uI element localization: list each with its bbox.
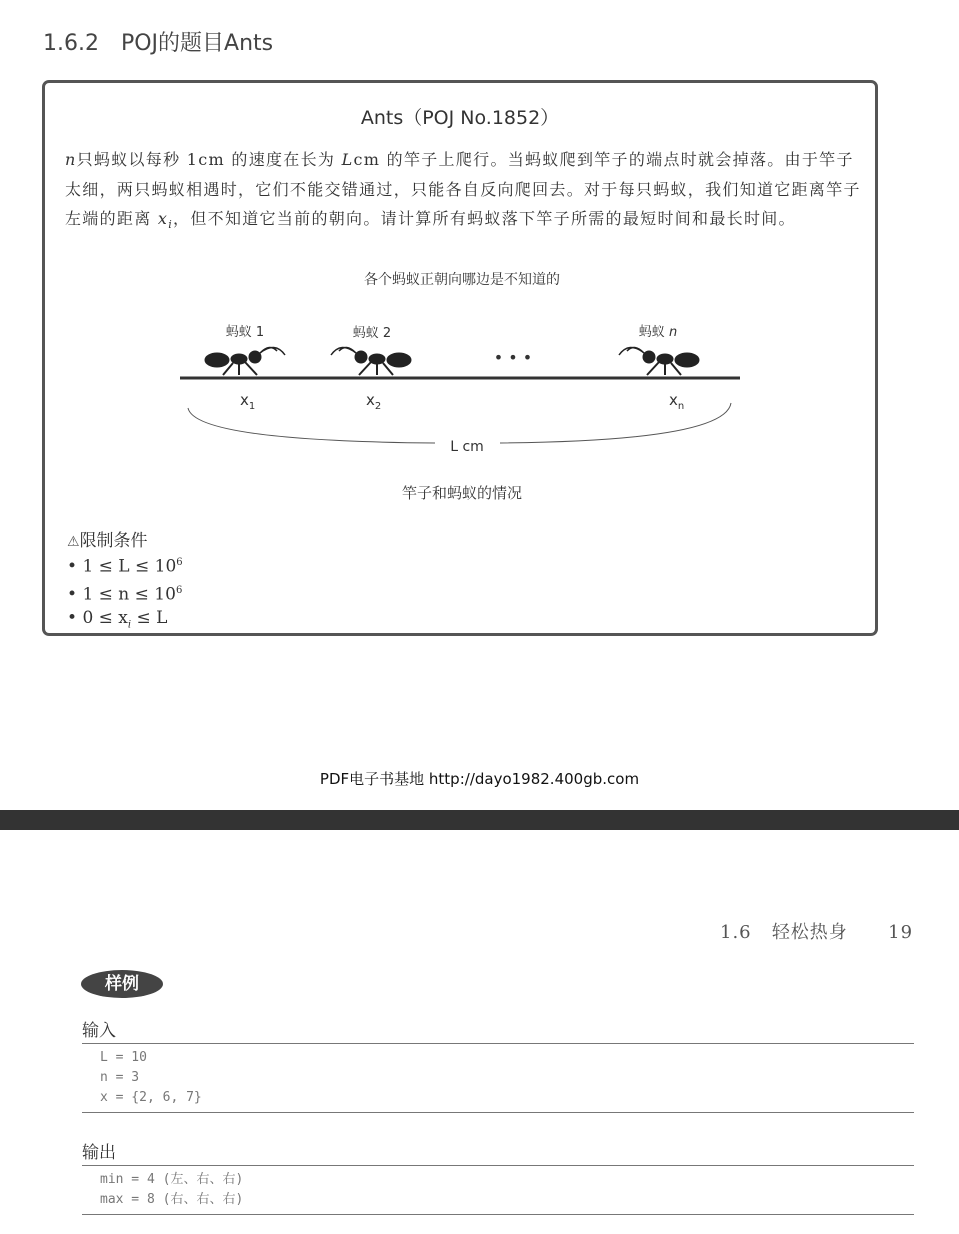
section-number: 1.6 — [720, 922, 752, 943]
code-line: max = 8 (右、右、右) — [100, 1192, 244, 1207]
problem-title: Ants（POJ No.1852） — [360, 107, 560, 129]
x: x — [366, 391, 375, 409]
code-line: L = 10 — [100, 1050, 147, 1065]
ant2-label: 蚂蚁 2 — [352, 326, 392, 341]
sup: 6 — [175, 584, 183, 596]
xn-label — [669, 391, 684, 412]
divider — [82, 1165, 914, 1166]
sample-badge: 样例 — [81, 970, 163, 998]
sup: 6 — [176, 557, 183, 568]
code-line: x = {2, 6, 7} — [100, 1090, 202, 1105]
text: ，但不知道它当前的朝向。请计算所有蚂蚁落下竿子所需的最短时间和最长时间。 — [173, 209, 796, 228]
output-code — [100, 1170, 243, 1210]
x2-label — [366, 391, 381, 412]
divider — [82, 1214, 914, 1215]
diagram-top-caption: 各个蚂蚁正朝向哪边是不知道的 — [364, 272, 560, 288]
heading-text: 限制条件 — [79, 531, 148, 551]
constraint-item: • $1 \le L \le 10^6$ — [67, 556, 183, 577]
input-code — [100, 1048, 202, 1108]
constraints-heading — [67, 526, 183, 551]
text: 1 ≤ n ≤ 10 — [82, 584, 176, 605]
page-number: 19 — [888, 922, 914, 943]
length-label: L cm — [450, 439, 484, 455]
ant1-label: 蚂蚁 1 — [225, 325, 265, 340]
constraint-item: • $0 \le x_i \le L$ — [67, 608, 168, 631]
chapter-title: 轻松热身 — [771, 922, 848, 943]
ant-icon — [619, 347, 699, 375]
text: 只蚂蚁以每秒 1cm 的速度在长为 — [76, 150, 342, 169]
ant-icon — [331, 347, 411, 375]
text: 0 ≤ x — [82, 608, 128, 629]
antn-text: 蚂蚁 — [638, 325, 669, 340]
x1-label — [240, 391, 255, 412]
code-line: min = 4 (左、右、右) — [100, 1172, 244, 1187]
divider — [82, 1112, 914, 1113]
sub: n — [677, 401, 685, 412]
antn-label — [639, 324, 677, 340]
var-i: i — [168, 218, 174, 232]
divider — [82, 1043, 914, 1044]
var-x: x — [157, 209, 169, 228]
section-title: 1.6.2 POJ的题目Ants — [43, 31, 274, 56]
page-separator — [0, 810, 959, 830]
diagram-bottom-caption: 竿子和蚂蚁的情况 — [401, 484, 523, 502]
var-L: L — [341, 150, 354, 169]
x: x — [669, 391, 678, 409]
problem-box — [42, 80, 878, 636]
text: ≤ L — [136, 608, 168, 629]
var-n: n — [65, 150, 77, 169]
constraint-item: • $1 \le n \le 10^6$ — [67, 584, 183, 605]
input-heading: 输入 — [82, 1021, 116, 1041]
text: cm 的竿子上爬行。当蚂蚁爬到竿子的端点时就会掉落。由于竿子太细，两只蚂蚁相遇时，它们不能交错通过，只能各自反向爬回去。对于每只蚂蚁，我们知道它距离竿子左端的距离 — [65, 150, 861, 228]
sub: 1 — [248, 401, 256, 412]
sub: 2 — [374, 401, 382, 412]
ant-icon — [205, 347, 285, 375]
warning-icon: ⚠ — [67, 534, 80, 550]
sub: i — [127, 619, 132, 631]
ellipsis: • • • — [493, 348, 533, 367]
running-header — [720, 918, 913, 944]
antn-var: n — [668, 325, 678, 340]
footer-watermark: PDF电子书基地 http://dayo1982.400gb.com — [319, 770, 640, 788]
length-brace — [188, 403, 731, 443]
output-heading: 输出 — [82, 1143, 116, 1163]
constraints — [67, 526, 183, 638]
x: x — [240, 391, 249, 409]
text: 1 ≤ L ≤ 10 — [82, 556, 177, 577]
problem-description — [65, 145, 865, 240]
code-line: n = 3 — [100, 1070, 140, 1085]
